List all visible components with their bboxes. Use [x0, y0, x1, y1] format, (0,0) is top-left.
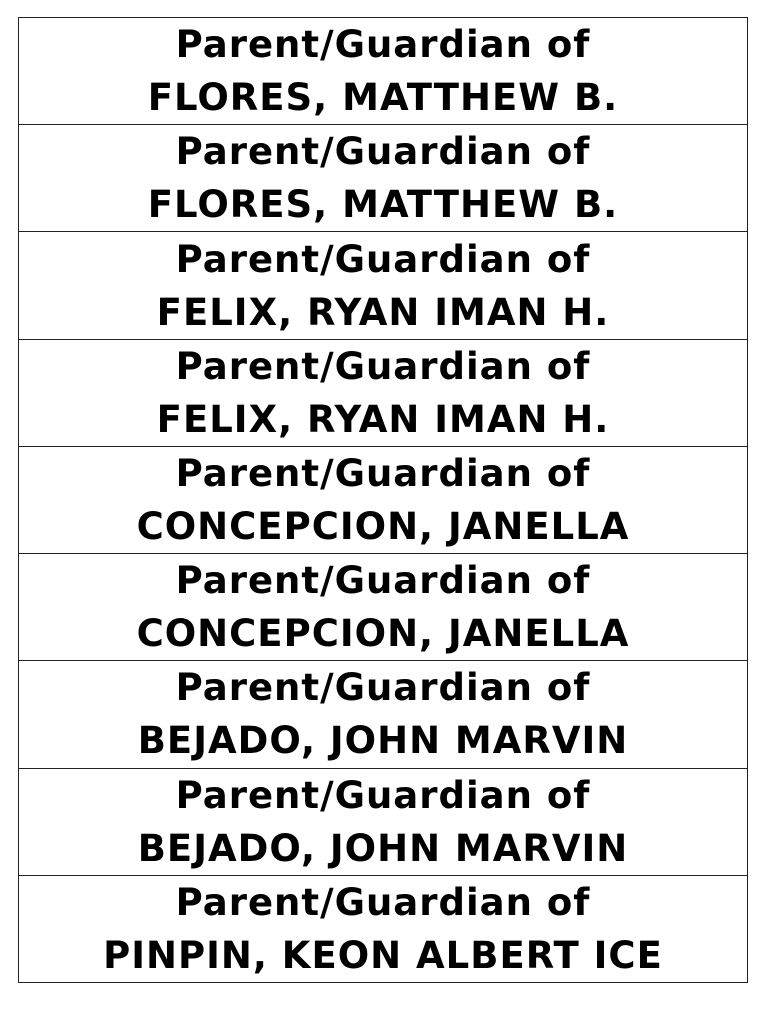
label-heading: Parent/Guardian of	[175, 773, 591, 817]
label-heading: Parent/Guardian of	[175, 666, 591, 710]
label-heading: Parent/Guardian of	[175, 344, 591, 388]
student-name: FELIX, RYAN IMAN H.	[156, 290, 610, 334]
name-label	[19, 231, 747, 338]
name-label	[19, 553, 747, 660]
label-heading: Parent/Guardian of	[175, 23, 591, 67]
name-label	[19, 339, 747, 446]
name-label	[19, 446, 747, 553]
label-heading: Parent/Guardian of	[175, 130, 591, 174]
student-name: FELIX, RYAN IMAN H.	[156, 397, 610, 441]
label-heading: Parent/Guardian of	[175, 237, 591, 281]
name-label	[19, 768, 747, 875]
name-label	[19, 124, 747, 231]
student-name: CONCEPCION, JANELLA	[136, 612, 630, 656]
name-label	[19, 660, 747, 767]
name-label	[19, 18, 747, 124]
student-name: PINPIN, KEON ALBERT ICE	[103, 933, 663, 977]
name-label-sheet	[18, 17, 748, 983]
label-heading: Parent/Guardian of	[175, 451, 591, 495]
name-label	[19, 875, 747, 982]
student-name: FLORES, MATTHEW B.	[147, 183, 619, 227]
label-heading: Parent/Guardian of	[175, 559, 591, 603]
student-name: BEJADO, JOHN MARVIN	[137, 719, 629, 763]
student-name: BEJADO, JOHN MARVIN	[137, 826, 629, 870]
student-name: FLORES, MATTHEW B.	[147, 76, 619, 120]
student-name: CONCEPCION, JANELLA	[136, 504, 630, 548]
label-heading: Parent/Guardian of	[175, 880, 591, 924]
